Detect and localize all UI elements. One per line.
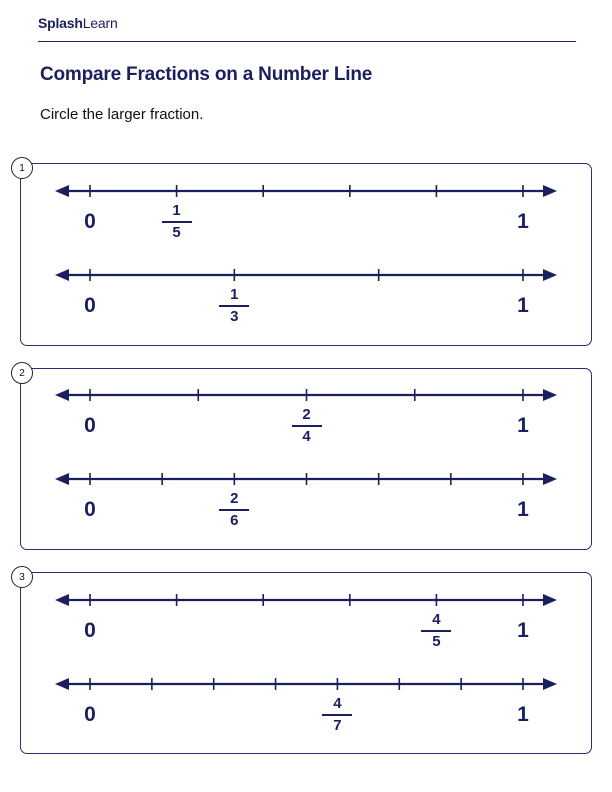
problem-1-line-1-right-arrow-icon — [543, 185, 557, 197]
problem-1-line-1-fraction-bar — [162, 221, 192, 223]
problem-number-badge-3: 3 — [11, 566, 33, 588]
problem-1-line-1-fraction-denominator: 5 — [172, 224, 181, 241]
problem-3-line-1-right-arrow-icon — [543, 594, 557, 606]
instructions: Circle the larger fraction. — [40, 106, 204, 123]
problem-3-line-2-start-label: 0 — [84, 703, 96, 726]
problem-number-badge-1: 1 — [11, 157, 33, 179]
problem-1-line-2-end-label: 1 — [517, 294, 529, 317]
problem-2-line-2-left-arrow-icon — [55, 473, 69, 485]
problem-1-line-2-right-arrow-icon — [543, 269, 557, 281]
problem-1-line-1-fraction-numerator: 1 — [172, 202, 181, 219]
problem-3-line-1-left-arrow-icon — [55, 594, 69, 606]
brand-logo-light: Learn — [82, 15, 118, 31]
problem-2-line-1-fraction-label[interactable] — [292, 407, 322, 445]
problem-number-badge-2: 2 — [11, 362, 33, 384]
problem-3-line-1-end-label: 1 — [517, 619, 529, 642]
problem-3-line-2-fraction-denominator: 7 — [333, 717, 342, 734]
problem-3-line-1-fraction-bar — [421, 630, 451, 632]
problem-3-line-1-fraction-denominator: 5 — [432, 633, 441, 650]
problem-2-line-2-fraction-numerator: 2 — [230, 490, 239, 507]
problem-1-line-1-start-label: 0 — [84, 210, 96, 233]
problem-2-line-2-fraction-denominator: 6 — [230, 512, 239, 529]
problem-3-line-2-fraction-bar — [322, 714, 352, 716]
problem-1-line-1-end-label: 1 — [517, 210, 529, 233]
problem-3-line-2-end-label: 1 — [517, 703, 529, 726]
page-title: Compare Fractions on a Number Line — [40, 64, 373, 85]
problem-3-line-1-start-label: 0 — [84, 619, 96, 642]
problem-1-line-2-left-arrow-icon — [55, 269, 69, 281]
problem-3-line-1-fraction-numerator: 4 — [432, 611, 441, 628]
problem-1-line-2-fraction-bar — [219, 305, 249, 307]
problem-3-line-2-left-arrow-icon — [55, 678, 69, 690]
problem-2-line-1-fraction-numerator: 2 — [302, 406, 311, 423]
problem-2-line-1-end-label: 1 — [517, 414, 529, 437]
problem-2-line-1-fraction-bar — [292, 425, 322, 427]
problem-2-line-2-start-label: 0 — [84, 498, 96, 521]
problem-2-line-1-fraction-denominator: 4 — [302, 428, 311, 445]
problem-2-line-2-end-label: 1 — [517, 498, 529, 521]
problem-3-line-1-fraction-label[interactable] — [421, 612, 451, 650]
problem-1-line-2-fraction-denominator: 3 — [230, 308, 239, 325]
problem-1-line-2-fraction-label[interactable] — [219, 287, 249, 325]
problem-1-line-2-start-label: 0 — [84, 294, 96, 317]
problem-1-line-1-fraction-label[interactable] — [162, 203, 192, 241]
problem-2-line-1-start-label: 0 — [84, 414, 96, 437]
problem-3-line-2-fraction-numerator: 4 — [333, 695, 342, 712]
problem-2-line-2-fraction-label[interactable] — [219, 491, 249, 529]
problem-1-line-1-left-arrow-icon — [55, 185, 69, 197]
problem-3-line-2-right-arrow-icon — [543, 678, 557, 690]
problem-2-line-1-left-arrow-icon — [55, 389, 69, 401]
problem-2-line-2-fraction-bar — [219, 509, 249, 511]
problem-2-line-2-right-arrow-icon — [543, 473, 557, 485]
problem-2-line-1-right-arrow-icon — [543, 389, 557, 401]
problem-1-line-2-fraction-numerator: 1 — [230, 286, 239, 303]
problem-3-line-2-fraction-label[interactable] — [322, 696, 352, 734]
brand-logo-bold: Splash — [38, 15, 83, 31]
